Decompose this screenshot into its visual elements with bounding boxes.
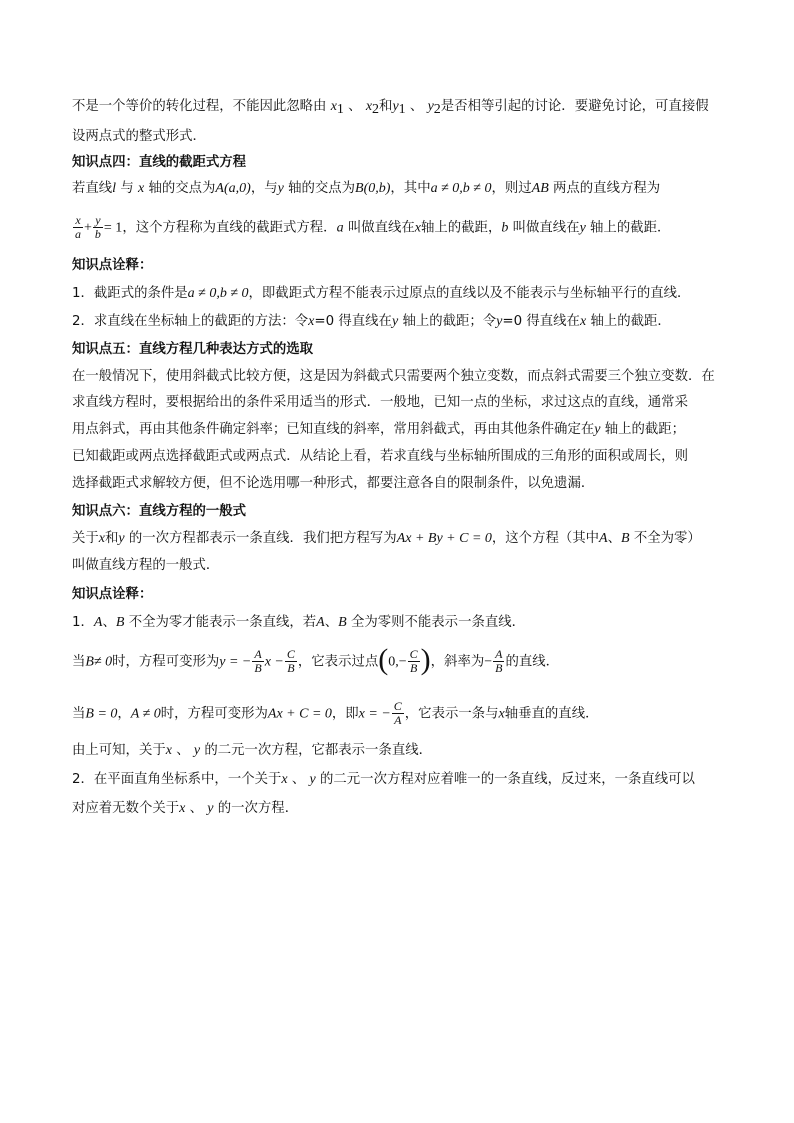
- formula-line: 当B = 0，A ≠ 0时，方程可变形为Ax + C = 0，即x = − $\frac{C}{A}$ ，它表示一条与x轴垂直的直线．: [72, 699, 599, 727]
- text-line: 选择截距式求解较方便，但不论选用哪一种形式，都要注意各自的限制条件，以免遗漏．: [72, 476, 595, 491]
- text-line: 已知截距或两点选择截距式或两点式．从结论上看，若求直线与坐标轴所围成的三角形的面积或周长，则: [72, 449, 688, 464]
- formula-line: 当B≠ 0时，方程可变形为y = − $\frac{A}{B}$ x − $\frac{C}{B}$ ，它表示过点(0,− $\frac{C}{B}$ )，斜率为− $\frac{A}{B}$ 的直线．: [72, 642, 560, 676]
- fraction: $\frac{A}{B}$: [495, 647, 503, 675]
- text-line: 不是一个等价的转化过程，不能因此忽略由 $x_1$ 、 $x_2$和$y_1$ 、 $y_2$是否相等引起的讨论．要避免讨论，可直接假: [72, 99, 709, 117]
- formula-line: $\frac{x}{a}$ + $\frac{y}{b}$ = 1，这个方程称为直线的截距式方程．a 叫做直线在x轴上的截距，b 叫做直线在y 轴上的截距．: [75, 213, 671, 241]
- text-line: 关于x和y 的一次方程都表示一条直线．我们把方程写为Ax + By + C = 0，这个方程（其中A、B 不全为零）: [72, 531, 701, 546]
- text-line: 设两点式的整式形式．: [72, 129, 206, 144]
- text-line: 对应着无数个关于x 、 y 的一次方程．: [72, 801, 299, 816]
- text-line: 在一般情况下，使用斜截式比较方便，这是因为斜截式只需要两个独立变数，而点斜式需要三个独立变数．在: [72, 369, 715, 384]
- text-line: 求直线方程时，要根据给出的条件采用适当的形式．一般地，已知一点的坐标，求过这点的直线，通常采: [72, 395, 688, 410]
- text-line: 由上可知，关于x 、 y 的二元一次方程，它都表示一条直线．: [72, 743, 432, 758]
- fraction: $\frac{C}{B}$: [409, 647, 418, 675]
- text-line: 1．截距式的条件是a ≠ 0,b ≠ 0，即截距式方程不能表示过原点的直线以及不能表示与坐标轴平行的直线．: [72, 286, 691, 301]
- text-line: 1．A、B 不全为零才能表示一条直线，若A、B 全为零则不能表示一条直线．: [72, 615, 526, 630]
- note-heading: 知识点诠释：: [72, 587, 153, 602]
- text-line: 用点斜式，再由其他条件确定斜率；已知直线的斜率，常用斜截式，再由其他条件确定在y 轴上的截距；: [72, 422, 686, 437]
- section-heading: 知识点五：直线方程几种表达方式的选取: [72, 342, 314, 357]
- section-heading: 知识点六：直线方程的一般式: [72, 504, 247, 519]
- text-line: 叫做直线方程的一般式．: [72, 558, 220, 573]
- text-line: 2．在平面直角坐标系中，一个关于x 、 y 的二元一次方程对应着唯一的一条直线，反过来，一条直线可以: [72, 772, 695, 787]
- fraction: $\frac{x}{a}$: [75, 213, 81, 241]
- fraction: $\frac{C}{B}$: [286, 647, 295, 675]
- fraction: $\frac{C}{A}$: [393, 699, 402, 727]
- section-heading: 知识点四：直线的截距式方程: [72, 155, 247, 170]
- note-heading: 知识点诠释：: [72, 258, 153, 273]
- fraction: $\frac{y}{b}$: [94, 213, 101, 241]
- text-line: 若直线l 与 x 轴的交点为A(a,0)，与y 轴的交点为B(0,b)，其中a ≠ 0,b ≠ 0，则过AB 两点的直线方程为: [72, 181, 661, 196]
- fraction: $\frac{A}{B}$: [254, 647, 262, 675]
- text-line: 2．求直线在坐标轴上的截距的方法：令x=0 得直线在y 轴上的截距；令y=0 得直线在x 轴上的截距．: [72, 314, 671, 329]
